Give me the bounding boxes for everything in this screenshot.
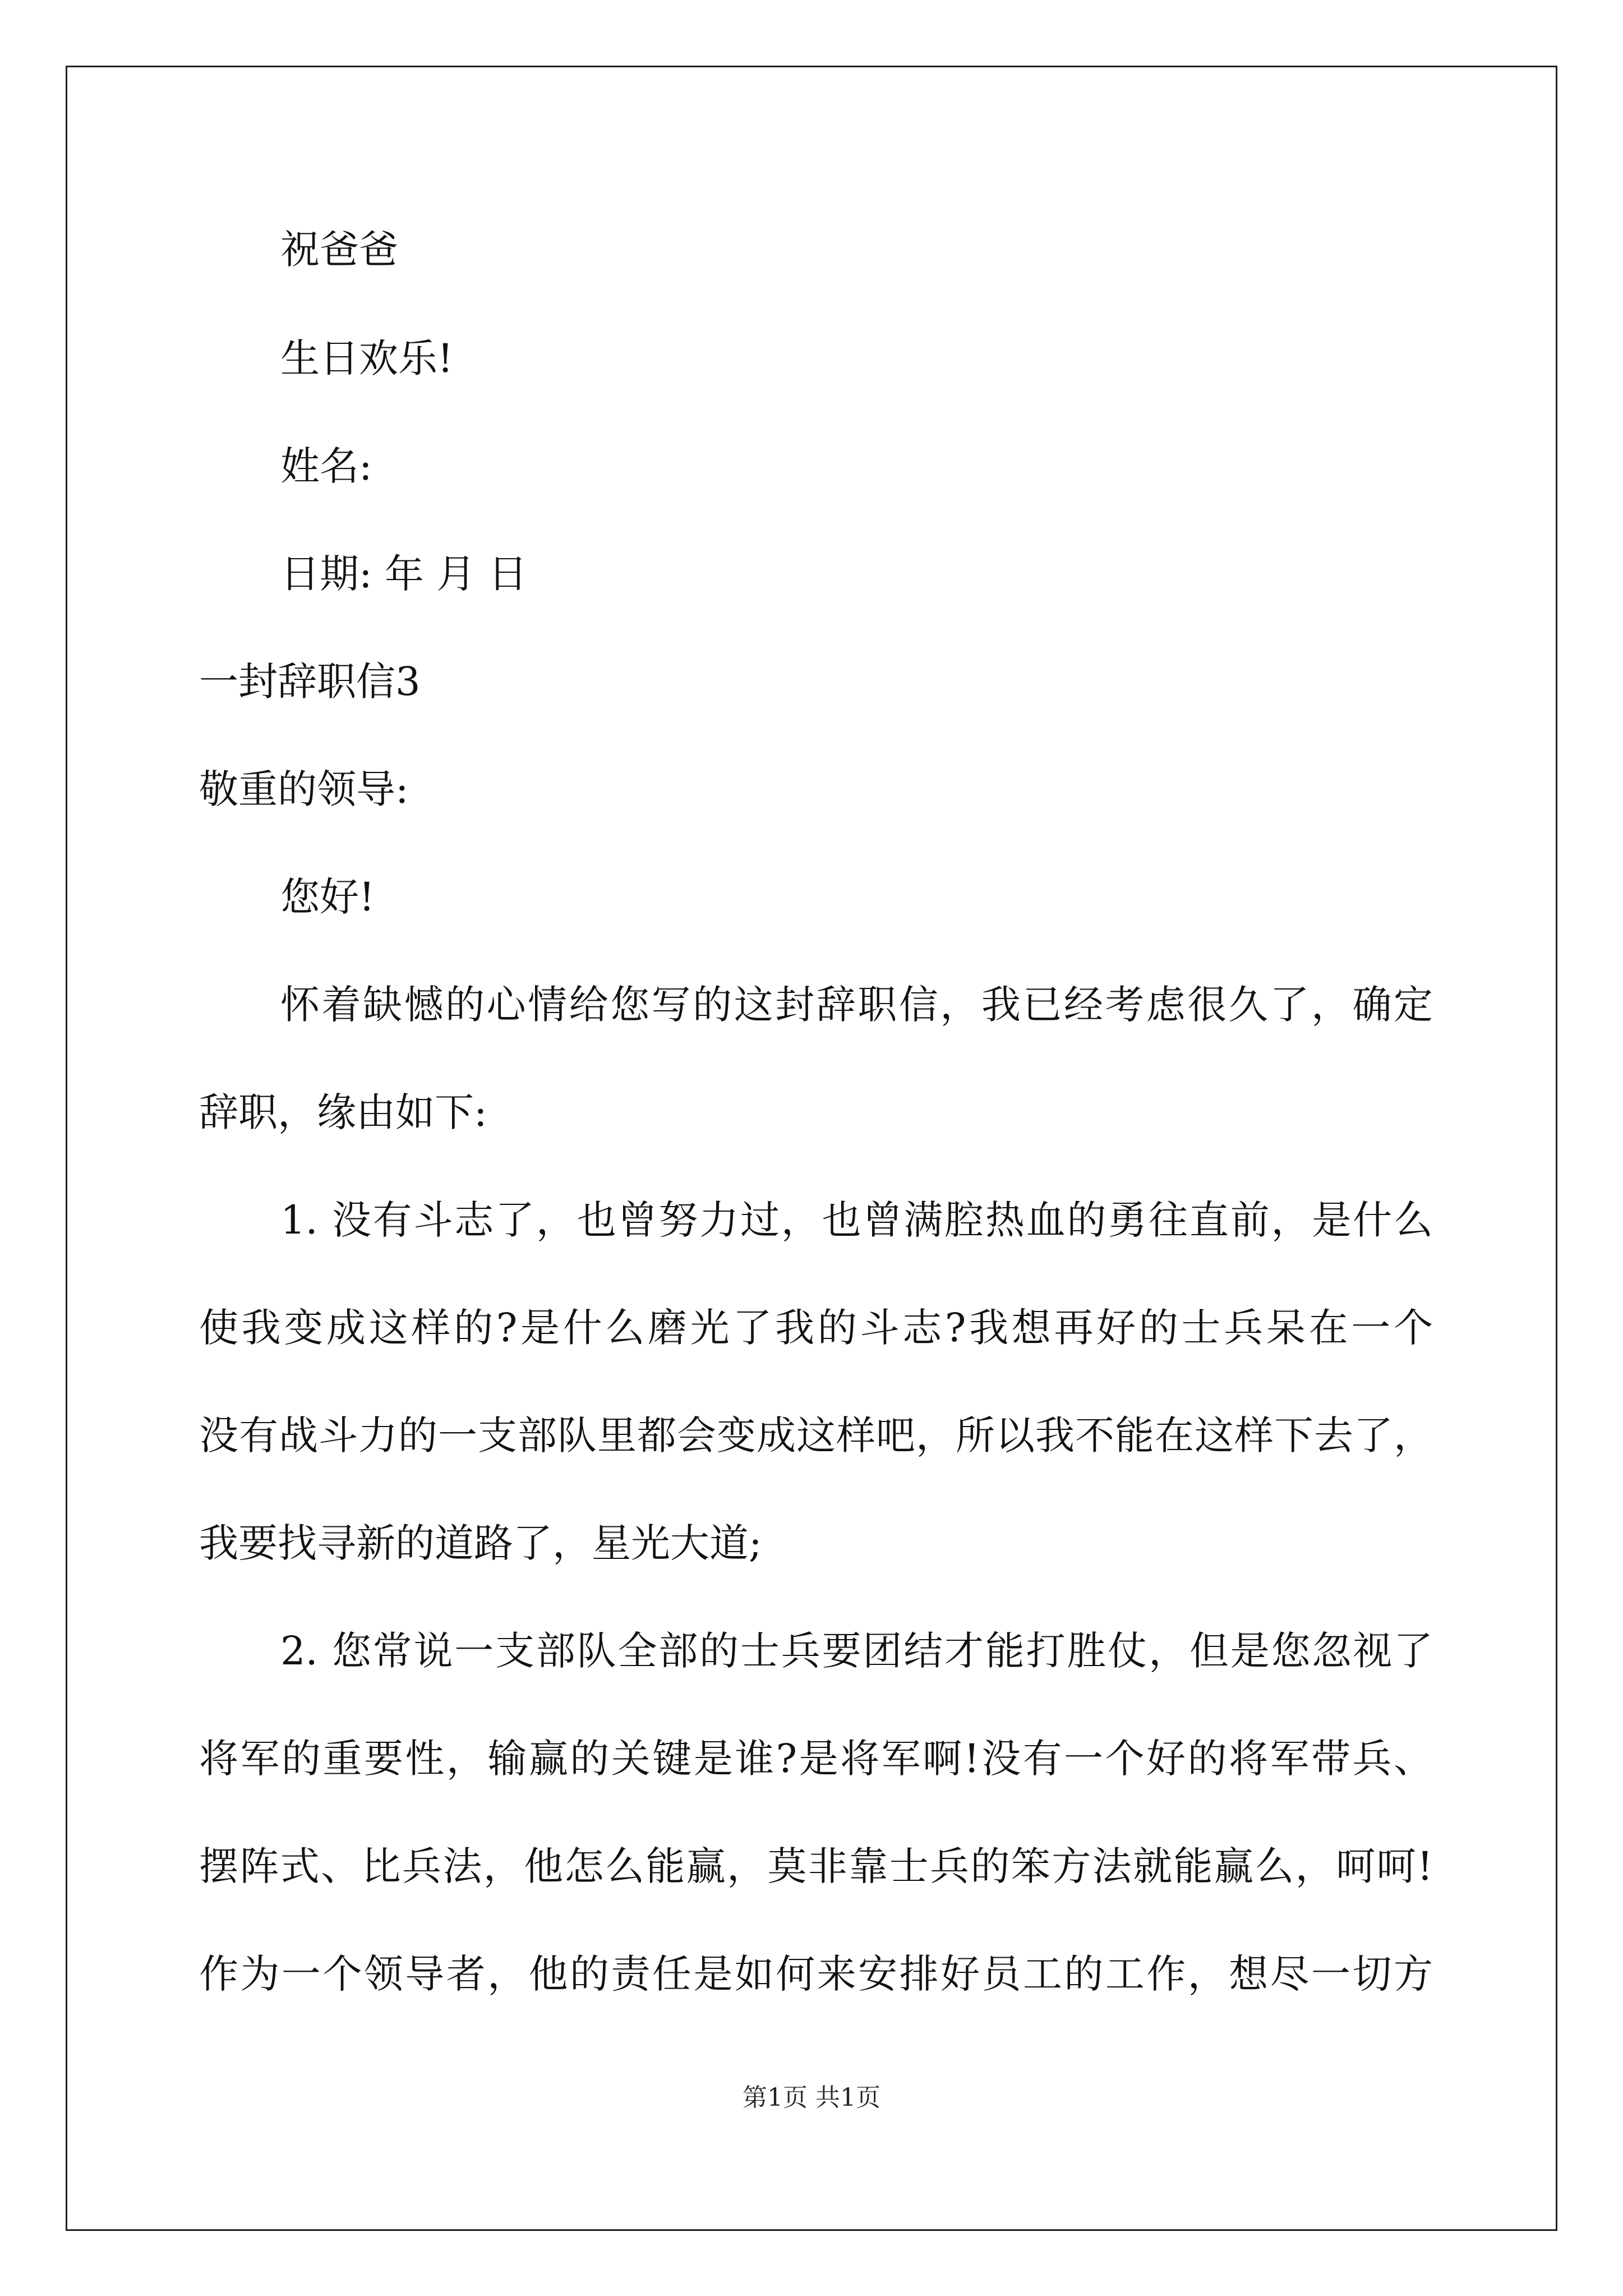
paragraph-line: 我要找寻新的道路了，星光大道;	[199, 1520, 762, 1566]
paragraph-line: 2. 您常说一支部队全部的士兵要团结才能打胜仗，但是您忽视了	[280, 1628, 1433, 1674]
paragraph-line: 使我变成这样的?是什么磨光了我的斗志?我想再好的士兵呆在一个	[199, 1305, 1433, 1351]
paragraph-line: 辞职，缘由如下:	[199, 1089, 487, 1135]
paragraph-line: 将军的重要性，输赢的关键是谁?是将军啊!没有一个好的将军带兵、	[199, 1736, 1433, 1782]
salutation-line: 敬重的领导:	[199, 766, 409, 812]
page-number-footer: 第1页 共1页	[743, 2083, 880, 2112]
paragraph-line: 摆阵式、比兵法，他怎么能赢，莫非靠士兵的笨方法就能赢么，呵呵!	[199, 1843, 1433, 1889]
greeting-hello-line: 您好!	[280, 874, 375, 920]
greeting-line: 祝爸爸	[280, 227, 398, 273]
page-border	[66, 66, 1557, 2231]
birthday-wish-line: 生日欢乐!	[280, 335, 454, 381]
date-field-line: 日期: 年 月 日	[280, 551, 528, 597]
paragraph-line: 作为一个领导者，他的责任是如何来安排好员工的工作，想尽一切方	[199, 1951, 1433, 1997]
name-field-line: 姓名:	[280, 443, 372, 489]
paragraph-line: 怀着缺憾的心情给您写的这封辞职信，我已经考虑很久了，确定	[280, 982, 1433, 1028]
paragraph-line: 没有战斗力的一支部队里都会变成这样吧，所以我不能在这样下去了，	[199, 1412, 1433, 1458]
section-heading: 一封辞职信3	[199, 659, 421, 705]
paragraph-line: 1. 没有斗志了，也曾努力过，也曾满腔热血的勇往直前，是什么	[280, 1197, 1433, 1243]
